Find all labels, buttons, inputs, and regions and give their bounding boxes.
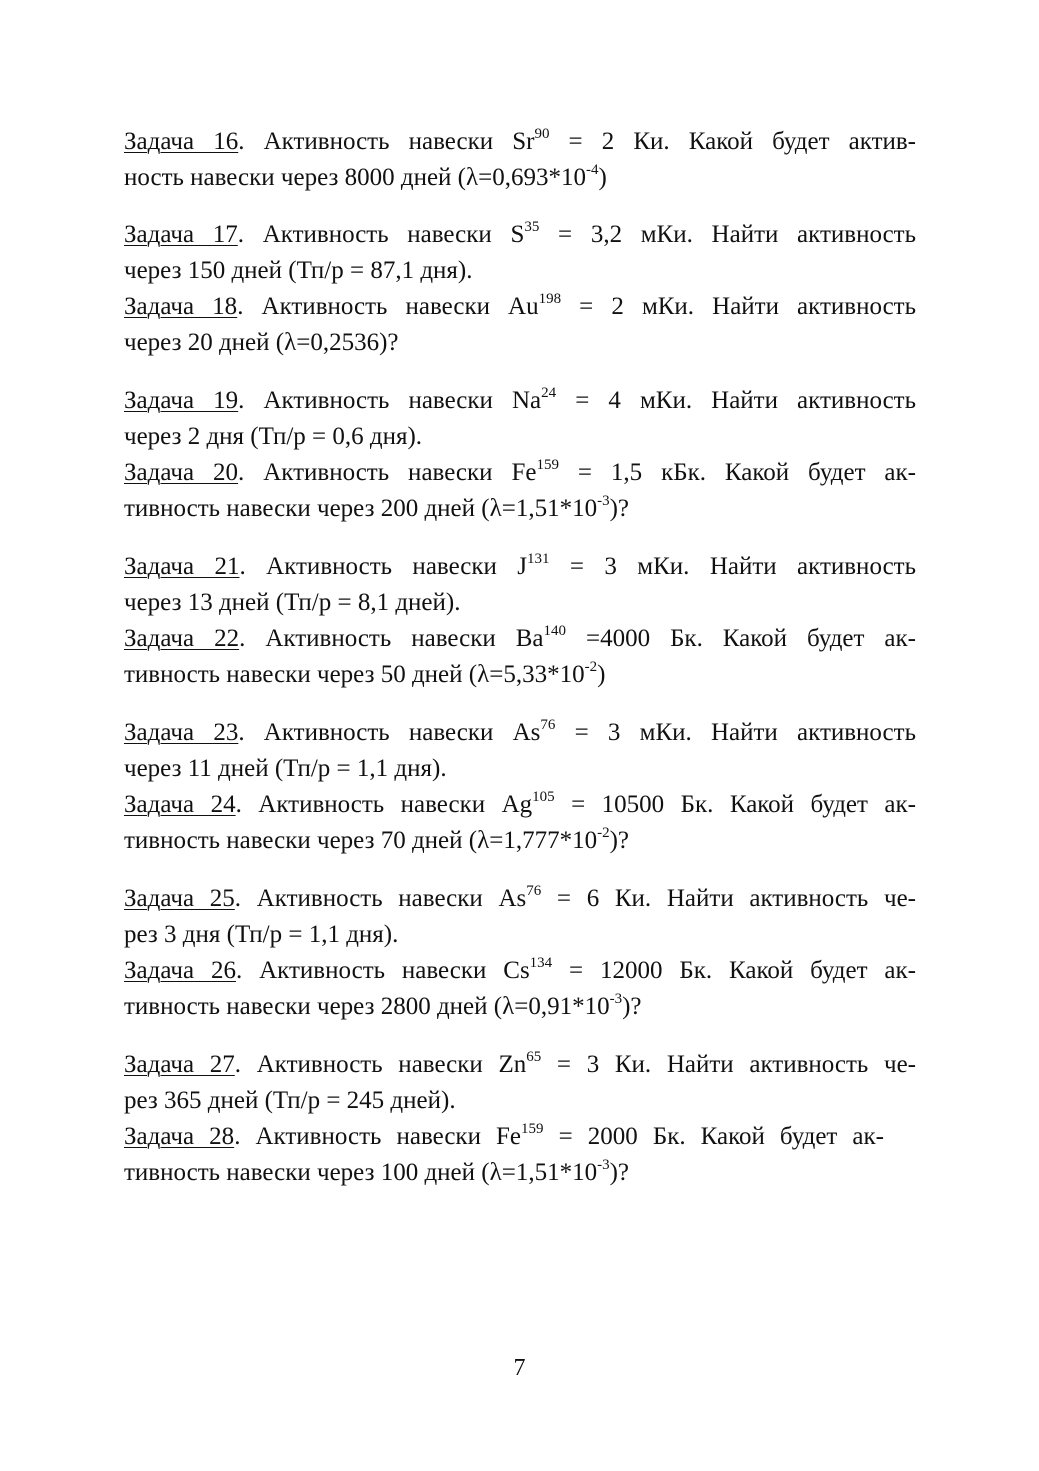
task-20-line-1: Задача 20. Активность навески $Fe^{159} = 1,5$ кБк. Какой будет ак-	[124, 457, 916, 486]
task-27-label: Задача 27	[124, 1051, 235, 1078]
task-17	[124, 217, 916, 289]
task-21-label: Задача 21	[124, 553, 240, 580]
task-26-label: Задача 26	[124, 957, 236, 984]
task-21-line-1: Задача 21. Активность навески $J^{131} = 3$ мКи. Найти активность	[124, 551, 916, 580]
task-24-label: Задача 24	[124, 791, 236, 818]
task-27	[124, 1047, 916, 1119]
task-24	[124, 787, 916, 859]
task-19	[124, 383, 916, 455]
task-23-line-2: через 11 дней (Тп/р = 1,1 дня).	[124, 755, 447, 782]
task-16-line-1: Задача 16. Активность навески $Sr^{90} = 2$ Ки. Какой будет актив-	[124, 126, 917, 155]
task-23-line-1: Задача 23. Активность навески $As^{76} = 3$ мКи. Найти активность	[124, 717, 916, 746]
task-26-line-2: тивность навески через 2800 дней $(\lambda=0,91*10^{-3})$?	[124, 991, 642, 1020]
task-26-line-1: Задача 26. Активность навески $Cs^{134} = 12000$ Бк. Какой будет ак-	[124, 955, 916, 984]
task-28-line-2: тивность навески через 100 дней $(\lambda=1,51*10^{-3})$?	[124, 1157, 629, 1186]
task-24-line-2: тивность навески через 70 дней $(\lambda=1,777*10^{-2})$?	[124, 825, 629, 854]
task-19-line-2: через 2 дня (Тп/р = 0,6 дня).	[124, 423, 423, 450]
task-18-line-2: через 20 дней (λ=0,2536)?	[124, 329, 399, 356]
task-22-label: Задача 22	[124, 625, 240, 652]
task-25	[124, 881, 916, 953]
task-24-line-1: Задача 24. Активность навески $Ag^{105} = 10500$ Бк. Какой будет ак-	[124, 789, 916, 818]
task-16	[124, 124, 916, 196]
task-26	[124, 953, 916, 1025]
task-17-line-2: через 150 дней (Тп/р = 87,1 дня).	[124, 257, 473, 284]
task-22-line-2: тивность навески через 50 дней $(\lambda=5,33*10^{-2})$	[124, 659, 606, 688]
task-25-label: Задача 25	[124, 885, 235, 912]
task-25-line-1: Задача 25. Активность навески $As^{76} = 6$ Ки. Найти активность че-	[124, 883, 916, 912]
task-28-label: Задача 28	[124, 1123, 235, 1150]
task-18-line-1: Задача 18. Активность навески $Au^{198} = 2$ мКи. Найти активность	[124, 291, 916, 320]
task-18-label: Задача 18	[124, 293, 238, 320]
task-17-line-1: Задача 17. Активность навески $S^{35} = 3,2$ мКи. Найти активность	[124, 219, 916, 248]
task-27-line-1: Задача 27. Активность навески $Zn^{65} = 3$ Ки. Найти активность че-	[124, 1049, 916, 1078]
task-27-line-2: рез 365 дней (Тп/р = 245 дней).	[124, 1087, 456, 1114]
task-20-label: Задача 20	[124, 459, 239, 486]
task-28	[124, 1119, 884, 1191]
task-22	[124, 621, 916, 693]
task-19-line-1: Задача 19. Активность навески $Na^{24} = 4$ мКи. Найти активность	[124, 385, 916, 414]
task-21-line-2: через 13 дней (Тп/р = 8,1 дней).	[124, 589, 461, 616]
task-20-line-2: тивность навески через 200 дней $(\lambda=1,51*10^{-3})$?	[124, 493, 629, 522]
task-20	[124, 455, 916, 527]
task-18	[124, 289, 916, 361]
page-number: 7	[513, 1355, 526, 1381]
task-25-line-2: рез 3 дня (Тп/р = 1,1 дня).	[124, 921, 399, 948]
task-22-line-1: Задача 22. Активность навески $Ba^{140} =4000$ Бк. Какой будет ак-	[124, 623, 916, 652]
task-17-label: Задача 17	[124, 221, 238, 248]
task-23	[124, 715, 916, 787]
task-21	[124, 549, 916, 621]
task-23-label: Задача 23	[124, 719, 239, 746]
task-28-line-1: Задача 28. Активность навески $Fe^{159} = 2000$ Бк. Какой будет ак-	[124, 1121, 884, 1150]
task-16-line-2: ность навески через 8000 дней $(\lambda=0,693*10^{-4})$	[124, 162, 607, 191]
task-19-label: Задача 19	[124, 387, 239, 414]
task-16-label: Задача 16	[124, 128, 239, 155]
